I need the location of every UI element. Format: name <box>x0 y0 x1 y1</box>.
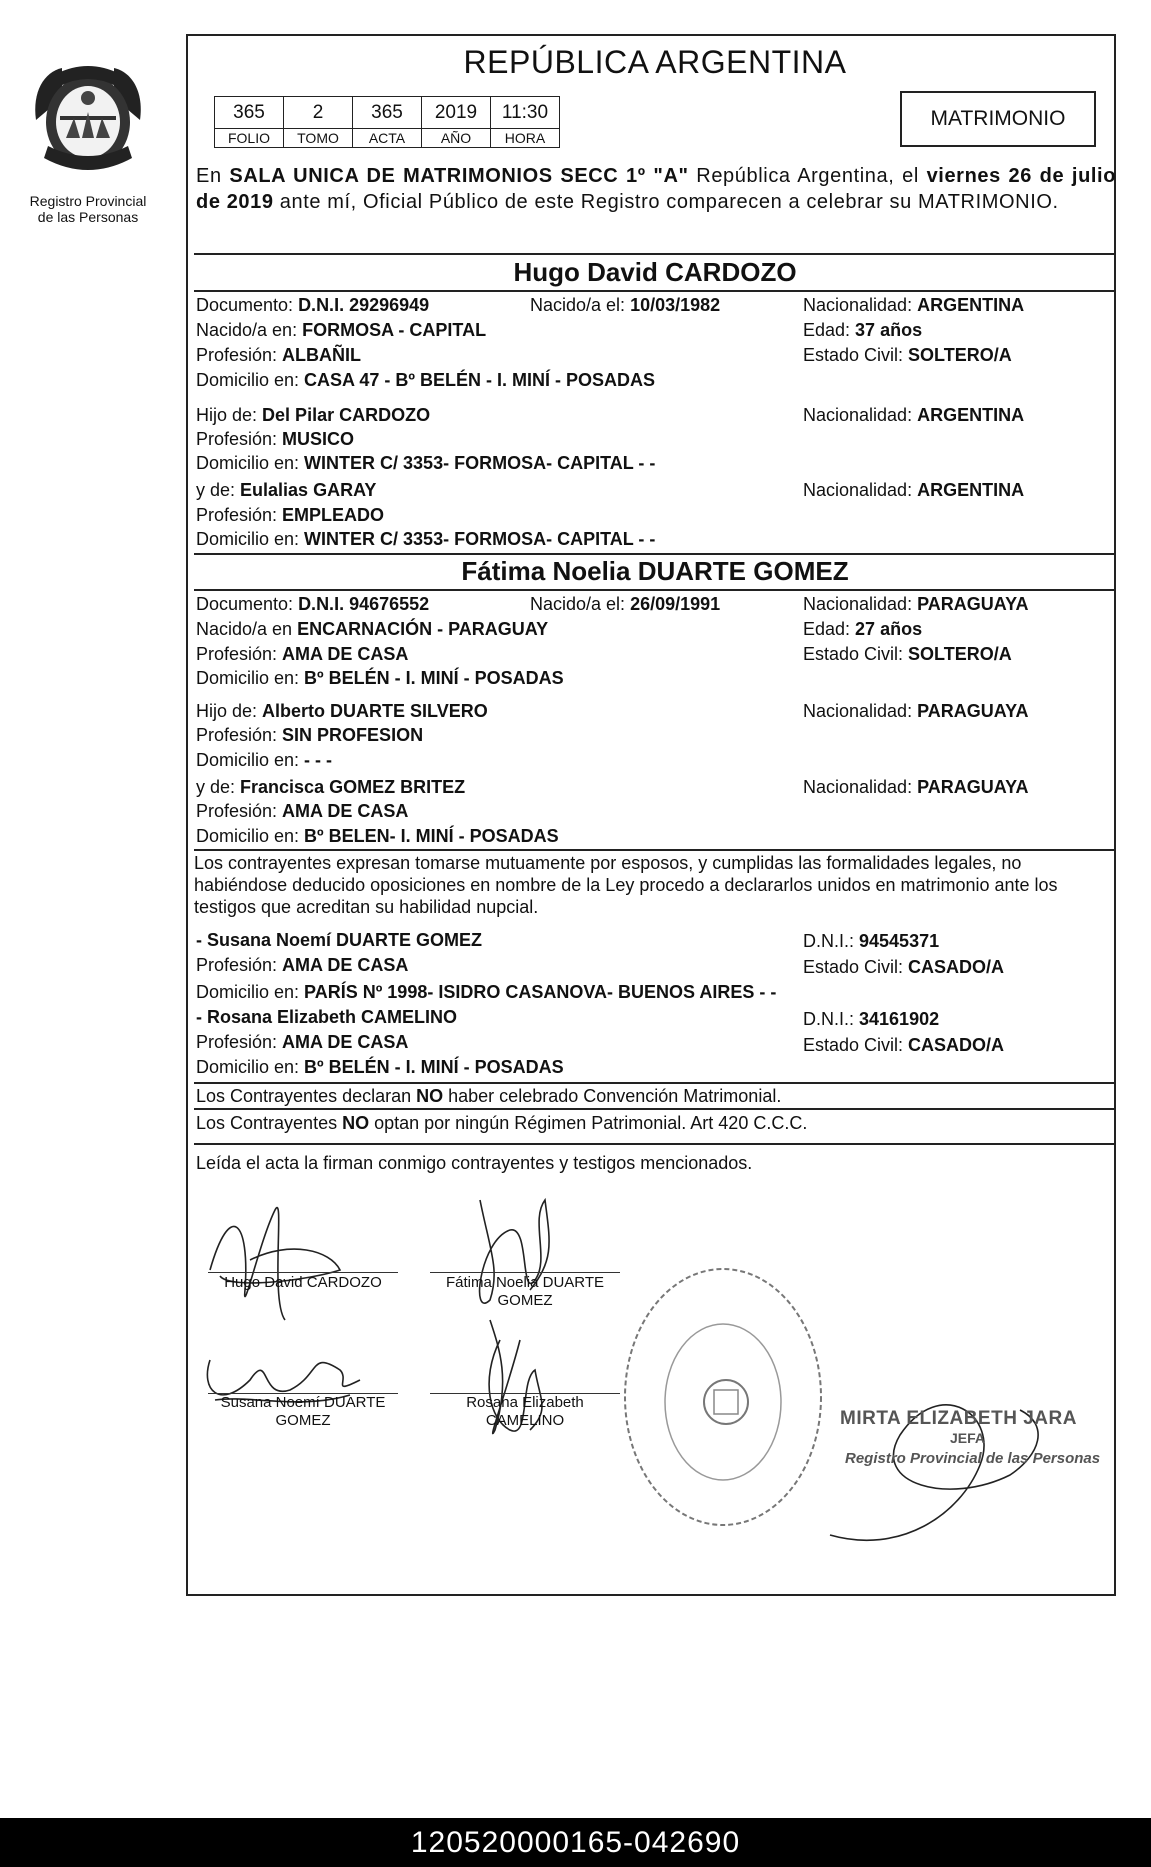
witness2-address <box>196 1055 564 1079</box>
spouse1-birthdate <box>530 293 720 317</box>
value: Bº BELÉN - I. MINÍ - POSADAS <box>304 668 564 688</box>
value: Alberto DUARTE SILVERO <box>262 701 488 721</box>
value: EMPLEADO <box>282 505 385 525</box>
spouse2-profession <box>196 642 408 666</box>
signature-label-hugo <box>208 1274 398 1292</box>
regime-statement <box>196 1111 807 1135</box>
acta-label: ACTA <box>353 129 422 148</box>
witness2-dni <box>803 1007 939 1031</box>
divider <box>194 849 1116 851</box>
label: Nacido/a el: <box>530 594 631 614</box>
spouse2-mother <box>196 775 465 799</box>
signer-name: GOMEZ <box>275 1412 331 1429</box>
witness1-dni <box>803 929 939 953</box>
spouse2-age <box>803 617 922 641</box>
folio-value: 365 <box>215 97 284 129</box>
label: Profesión: <box>196 345 283 365</box>
label: Edad: <box>803 320 856 340</box>
value: SOLTERO/A <box>908 345 1012 365</box>
intro-text-3: ante mí, Oficial Público de este Registro comparecen a celebrar su MATRIMONIO. <box>273 191 1059 213</box>
spouse2-father-profession <box>196 723 423 747</box>
value: ENCARNACIÓN - PARAGUAY <box>297 619 549 639</box>
label: Profesión: <box>196 429 283 449</box>
official-office: Registro Provincial de las Personas <box>845 1450 1101 1467</box>
act-type-box: MATRIMONIO <box>900 91 1096 147</box>
label: Profesión: <box>196 644 283 664</box>
value: AMA DE CASA <box>282 955 409 975</box>
spouse2-mother-nationality <box>803 775 1028 799</box>
value: CASADO/A <box>908 957 1005 977</box>
value: FORMOSA - CAPITAL <box>302 320 487 340</box>
value: WINTER C/ 3353- FORMOSA- CAPITAL - - <box>304 453 656 473</box>
value: 37 años <box>855 320 923 340</box>
label: Nacionalidad: <box>803 701 918 721</box>
label: Domicilio en: <box>196 1057 305 1077</box>
spouse1-age <box>803 318 922 342</box>
document-barcode-number: 120520000165-042690 <box>0 1818 1151 1867</box>
label: Nacionalidad: <box>803 405 918 425</box>
label: Estado Civil: <box>803 644 909 664</box>
tomo-value: 2 <box>284 97 353 129</box>
intro-office: SALA UNICA DE MATRIMONIOS SECC 1º "A" <box>229 165 689 187</box>
value: AMA DE CASA <box>282 1032 409 1052</box>
divider <box>194 589 1116 591</box>
time-value: 11:30 <box>491 97 560 129</box>
signer-name: Susana Noemí DUARTE <box>220 1394 386 1411</box>
value: AMA DE CASA <box>282 801 409 821</box>
label: Profesión: <box>196 1032 283 1052</box>
witness2-name <box>196 1005 457 1029</box>
spouse2-birthplace <box>196 617 548 641</box>
value: PARAGUAYA <box>917 701 1029 721</box>
spouse1-father-profession <box>196 427 354 451</box>
emphasis: NO <box>342 1113 370 1133</box>
spouse1-father-nationality <box>803 403 1024 427</box>
label: Documento: <box>196 594 299 614</box>
time-label: HORA <box>491 129 560 148</box>
label: Nacido/a en <box>196 619 298 639</box>
spouse2-nationality <box>803 592 1028 616</box>
value: CASA 47 - Bº BELÉN - I. MINÍ - POSADAS <box>304 370 655 390</box>
label: Nacionalidad: <box>803 295 918 315</box>
emphasis: NO <box>416 1086 444 1106</box>
value: 94545371 <box>859 931 940 951</box>
value: CASADO/A <box>908 1035 1005 1055</box>
value: Eulalias GARAY <box>240 480 377 500</box>
value: PARÍS Nº 1998- ISIDRO CASANOVA- BUENOS AIRES - - <box>304 982 777 1002</box>
divider <box>194 290 1116 292</box>
value: 34161902 <box>859 1009 940 1029</box>
value: ARGENTINA <box>917 405 1025 425</box>
value: 27 años <box>855 619 923 639</box>
spouse2-mother-address <box>196 824 559 848</box>
label: Hijo de: <box>196 701 263 721</box>
value: ARGENTINA <box>917 480 1025 500</box>
label: Domicilio en: <box>196 668 305 688</box>
value: WINTER C/ 3353- FORMOSA- CAPITAL - - <box>304 529 656 549</box>
tomo-label: TOMO <box>284 129 353 148</box>
text: haber celebrado Convención Matrimonial. <box>443 1086 782 1106</box>
label: Domicilio en: <box>196 750 305 770</box>
value: MUSICO <box>282 429 355 449</box>
value: PARAGUAYA <box>917 594 1029 614</box>
signature-hugo <box>210 1208 340 1320</box>
signature-label-fatima <box>430 1274 620 1310</box>
value: 10/03/1982 <box>630 295 721 315</box>
label: Domicilio en: <box>196 453 305 473</box>
signature-label-rosana <box>430 1394 620 1430</box>
value: PARAGUAYA <box>917 777 1029 797</box>
spouse2-document <box>196 592 429 616</box>
label: Estado Civil: <box>803 957 909 977</box>
spouse2-civil-status <box>803 642 1012 666</box>
label: Domicilio en: <box>196 529 305 549</box>
label: y de: <box>196 777 241 797</box>
signer-name: CAMELINO <box>485 1412 565 1429</box>
value: Bº BELEN- I. MINÍ - POSADAS <box>304 826 559 846</box>
label: Nacionalidad: <box>803 480 918 500</box>
label: Edad: <box>803 619 856 639</box>
acta-value: 365 <box>353 97 422 129</box>
spouse1-civil-status <box>803 343 1012 367</box>
convention-statement <box>196 1084 781 1108</box>
spouse1-nationality <box>803 293 1024 317</box>
label: Estado Civil: <box>803 1035 909 1055</box>
witness2-profession <box>196 1030 408 1054</box>
marriage-declaration: Los contrayentes expresan tomarse mutuamente por esposos, y cumplidas las formalidades legales, no habiéndose deducido oposiciones en nombre de la Ley procedo a declararlos unidos en matrimonio ante los testigos que acreditan su habilidad nupcial. <box>194 853 1058 917</box>
value: 26/09/1991 <box>630 594 721 614</box>
spouse1-father-address <box>196 451 655 475</box>
spouse2-birthdate <box>530 592 720 616</box>
divider <box>194 253 1116 255</box>
label: Hijo de: <box>196 405 263 425</box>
text: Los Contrayentes <box>196 1113 343 1133</box>
text: Los Contrayentes declaran <box>196 1086 417 1106</box>
document-title: REPÚBLICA ARGENTINA <box>463 44 847 80</box>
value: D.N.I. 94676552 <box>298 594 430 614</box>
label: Domicilio en: <box>196 826 305 846</box>
spouse2-mother-profession <box>196 799 408 823</box>
signer-name: Fátima Noelia DUARTE <box>445 1274 605 1291</box>
label: Documento: <box>196 295 299 315</box>
spouse1-mother-address <box>196 527 655 551</box>
value: SIN PROFESION <box>282 725 424 745</box>
label: Nacionalidad: <box>803 594 918 614</box>
logo-caption-line1: Registro Provincial <box>29 193 147 209</box>
spouse1-mother <box>196 478 376 502</box>
witness1-profession <box>196 953 408 977</box>
label: Profesión: <box>196 505 283 525</box>
spouse2-father <box>196 699 488 723</box>
label: Nacido/a el: <box>530 295 631 315</box>
signature-line <box>208 1272 398 1273</box>
province-coat-of-arms-icon <box>22 58 154 182</box>
year-label: AÑO <box>422 129 491 148</box>
spouse2-address <box>196 666 564 690</box>
label: Domicilio en: <box>196 370 305 390</box>
label: D.N.I.: <box>803 931 860 951</box>
divider <box>194 1143 1116 1145</box>
label: Nacido/a en: <box>196 320 303 340</box>
intro-date: viernes 26 de julio de 2019 <box>196 165 1117 213</box>
value: - Susana Noemí DUARTE GOMEZ <box>196 930 483 950</box>
signer-name: GOMEZ <box>497 1292 553 1309</box>
spouse1-address <box>196 368 655 392</box>
text: optan por ningún Régimen Patrimonial. Art 420 C.C.C. <box>369 1113 808 1133</box>
spouse2-name: Fátima Noelia DUARTE GOMEZ <box>461 556 849 586</box>
divider <box>194 1108 1116 1110</box>
label: y de: <box>196 480 241 500</box>
spouse1-mother-nationality <box>803 478 1024 502</box>
label: D.N.I.: <box>803 1009 860 1029</box>
spouse1-mother-profession <box>196 503 384 527</box>
official-name: MIRTA ELIZABETH JARA <box>840 1408 1077 1429</box>
registry-logo-caption <box>22 193 154 225</box>
witness2-civil-status <box>803 1033 1004 1057</box>
value: ARGENTINA <box>917 295 1025 315</box>
value: Del Pilar CARDOZO <box>262 405 431 425</box>
signer-name: Hugo David CARDOZO <box>224 1274 382 1291</box>
logo-caption-line2: de las Personas <box>37 209 139 225</box>
spouse1-father <box>196 403 430 427</box>
spouse2-father-address <box>196 748 332 772</box>
official-role: JEFA <box>950 1430 986 1446</box>
intro-text-1: En <box>196 165 230 187</box>
signature-line <box>430 1272 620 1273</box>
witness1-name <box>196 928 482 952</box>
registry-logo <box>22 58 154 225</box>
label: Estado Civil: <box>803 345 909 365</box>
value: - Rosana Elizabeth CAMELINO <box>196 1007 458 1027</box>
signer-name: Rosana Elizabeth <box>466 1394 584 1411</box>
value: Bº BELÉN - I. MINÍ - POSADAS <box>304 1057 564 1077</box>
divider <box>194 553 1116 555</box>
spouse1-document <box>196 293 429 317</box>
spouse1-birthplace <box>196 318 486 342</box>
value: - - - <box>304 750 333 770</box>
value: ALBAÑIL <box>282 345 362 365</box>
intro-text-2: República Argentina, el <box>688 165 927 187</box>
value: SOLTERO/A <box>908 644 1012 664</box>
label: Profesión: <box>196 725 283 745</box>
intro-paragraph <box>196 163 1116 215</box>
reading-statement: Leída el acta la firman conmigo contrayentes y testigos mencionados. <box>196 1153 753 1173</box>
signature-label-susana <box>208 1394 398 1430</box>
value: D.N.I. 29296949 <box>298 295 430 315</box>
spouse1-profession <box>196 343 361 367</box>
witness1-address <box>196 980 776 1004</box>
spouse2-father-nationality <box>803 699 1028 723</box>
label: Profesión: <box>196 801 283 821</box>
spouse1-name: Hugo David CARDOZO <box>513 257 797 287</box>
label: Profesión: <box>196 955 283 975</box>
registry-data-table <box>214 96 560 148</box>
year-value: 2019 <box>422 97 491 129</box>
label: Domicilio en: <box>196 982 305 1002</box>
label: Nacionalidad: <box>803 777 918 797</box>
folio-label: FOLIO <box>215 129 284 148</box>
witness1-civil-status <box>803 955 1004 979</box>
value: Francisca GOMEZ BRITEZ <box>240 777 466 797</box>
official-seal-icon <box>618 1262 828 1532</box>
value: AMA DE CASA <box>282 644 409 664</box>
